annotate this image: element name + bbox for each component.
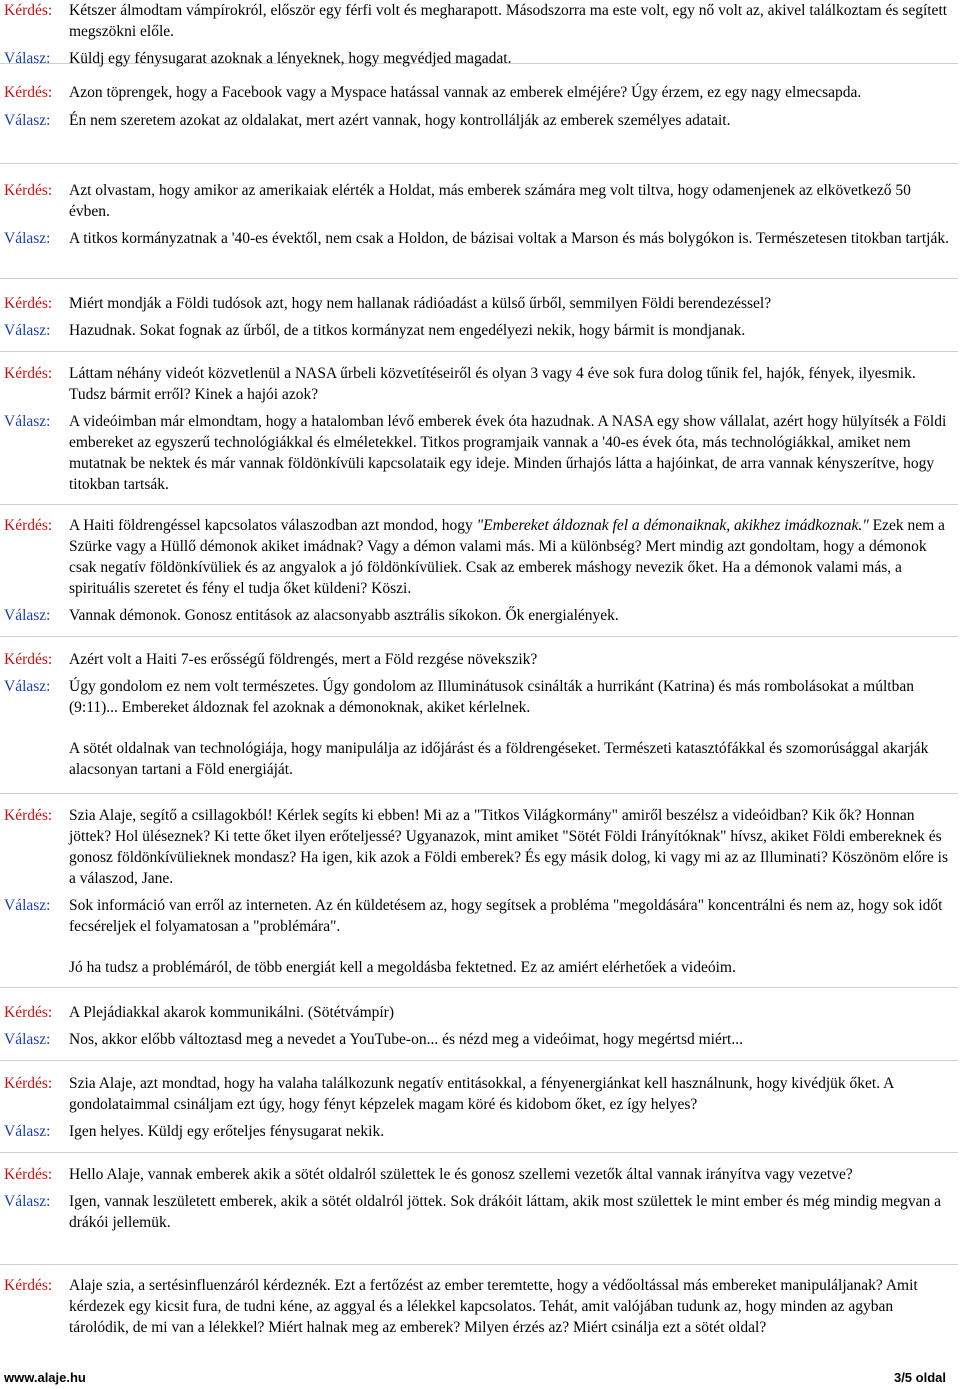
qa-block [0, 0, 958, 67]
question-label: Kérdés: [4, 2, 53, 19]
qa-block [0, 82, 958, 164]
qa-block [0, 1275, 958, 1363]
question-label: Kérdés: [4, 182, 53, 199]
answer-text: Küldj egy fénysugarat azoknak a lényeknek, hogy megvédjed magadat. [69, 50, 512, 67]
question-text: Azon töprengek, hogy a Facebook vagy a Myspace hatással vannak az emberek elméjére? Úgy érzem, ez egy nagy elmecsapda. [69, 84, 862, 101]
qa-block [0, 1002, 958, 1061]
answer-text: Hazudnak. Sokat fognak az űrből, de a titkos kormányzat nem engedélyezi nekik, hogy bármit is mondjanak. [69, 322, 746, 339]
answer-paragraph: Jó ha tudsz a problémáról, de több energiát kell a megoldásba fektetned. Ez az amiért elérhetőek a videóim. [69, 959, 736, 976]
question-entry [0, 1275, 958, 1338]
question-entry [0, 805, 958, 889]
question-text: Miért mondják a Földi tudósok azt, hogy nem hallanak rádióadást a külső űrből, semmilyen Földi berendezéssel? [69, 295, 772, 312]
answer-label: Válasz: [4, 678, 51, 695]
question-text-part: Ezek nem a Szürke vagy a Hüllő démonok akiket imádnak? Vagy a démon valami más. Mi a különbség? Mert mindig azt gondoltam, hogy a démonok csak negatív földönkívüliek és az angyalok a jó földönkívüliek. Csak az emberek máshogy nevezik őket. Ha a démonok valami más, a spirituális szeretet és fény el tudja őket küldeni? Köszi. [69, 517, 945, 597]
answer-label: Válasz: [4, 322, 51, 339]
question-entry [0, 649, 958, 670]
qa-block [0, 180, 958, 279]
answer-entry [0, 1121, 958, 1142]
qa-block [0, 293, 958, 352]
question-entry [0, 1073, 958, 1115]
answer-entry [0, 48, 958, 69]
answer-label: Válasz: [4, 1193, 51, 1210]
question-label: Kérdés: [4, 651, 53, 668]
answer-paragraph: A sötét oldalnak van technológiája, hogy manipulálja az időjárást és a földrengéseket. Természeti katasztófákkal és szomorúsággal akarják alacsonyan tartani a Föld energiáját. [69, 740, 929, 778]
question-text: Láttam néhány videót közvetlenül a NASA űrbeli közvetítéseiről és olyan 3 vagy 4 éve sok fura dolog tűnik fel, hajók, fények, ilyesmik. Tudsz bármit erről? Kinek a hajói azok? [69, 365, 916, 403]
question-text-part: A Haiti földrengéssel kapcsolatos válaszodban azt mondod, hogy [69, 517, 477, 534]
answer-label: Válasz: [4, 112, 51, 129]
qa-block [0, 363, 958, 505]
question-entry [0, 293, 958, 314]
question-label: Kérdés: [4, 365, 53, 382]
answer-label: Válasz: [4, 897, 51, 914]
qa-block [0, 1164, 958, 1265]
answer-entry [0, 676, 958, 718]
question-entry [0, 180, 958, 222]
question-text: Kétszer álmodtam vámpírokról, először egy férfi volt és megharapott. Másodszorra ma este volt, egy nő volt az, akivel találkoztam és segített megszökni előle. [69, 2, 948, 40]
question-text: A Plejádiakkal akarok kommunikálni. (Sötétvámpír) [69, 1004, 395, 1021]
answer-entry [0, 1029, 958, 1050]
question-entry [0, 0, 958, 42]
footer-page-number: 3/5 oldal [893, 1370, 946, 1385]
answer-label: Válasz: [4, 50, 51, 67]
answer-label: Válasz: [4, 1031, 51, 1048]
qa-block [0, 649, 958, 794]
answer-entry [0, 110, 958, 131]
answer-text: Sok információ van erről az interneten. Az én küldetésem az, hogy segítsek a probléma "megoldására" koncentrálni és nem az, hogy sok időt fecséreljek el folyamatosan a "problémára". [69, 897, 943, 935]
question-text: Szia Alaje, azt mondtad, hogy ha valaha találkozunk negatív entitásokkal, a fényenergiánkat kell használnunk, hogy kivédjük őket. A gondolataimmal csináljam ezt úgy, hogy fényt képzelek magam köré és kidobom őket, ez így helyes? [69, 1075, 894, 1113]
question-entry [0, 363, 958, 405]
question-entry [0, 515, 958, 599]
answer-entry [0, 320, 958, 341]
answer-entry [0, 228, 958, 249]
question-label: Kérdés: [4, 1277, 53, 1294]
answer-text: Nos, akkor előbb változtasd meg a nevedet a YouTube-on... és nézd meg a videóimat, hogy megértsd miért... [69, 1031, 743, 1048]
answer-entry [0, 605, 958, 626]
question-text: Alaje szia, a sertésinfluenzáról kérdeznék. Ezt a fertőzést az ember teremtette, hogy a védőoltással más embereket manipuláljanak? Amit kérdezek egy kicsit fura, de tudni kéne, az aggyal és a lélekkel kapcsolatos. Tehát, amit valójában tudunk az, hogy minden az agyban tárolódik, de mi van a lélekkel? Miért halnak meg az emberek? Milyen érzés az? Miért csinálja ezt a sötét oldal? [69, 1277, 918, 1336]
question-text: Hello Alaje, vannak emberek akik a sötét oldalról születtek le és gonosz szellemi vezetők által vannak irányítva vagy vezetve? [69, 1166, 853, 1183]
question-entry [0, 82, 958, 103]
question-entry [0, 1002, 958, 1023]
quoted-text: "Embereket áldoznak fel a démonaiknak, akikhez imádkoznak." [476, 517, 869, 534]
question-text: Azért volt a Haiti 7-es erősségű földrengés, mert a Föld rezgése növekszik? [69, 651, 538, 668]
answer-entry [0, 895, 958, 937]
answer-text: Én nem szeretem azokat az oldalakat, mert azért vannak, hogy kontrollálják az emberek személyes adatait. [69, 112, 731, 129]
answer-entry [0, 411, 958, 495]
question-entry [0, 1164, 958, 1185]
question-text: Szia Alaje, segítő a csillagokból! Kérlek segíts ki ebben! Mi az a "Titkos Világkormány" amiről beszélsz a videóidban? Kik ők? Honnan jöttek? Hol üléseznek? Ki tette őket ilyen erőteljessé? Ugyanazok, mint amiket "Sötét Földi Irányítóknak" hívsz, akiket Földi embereknek és gonosz földönkívülieknek mondasz? Ha igen, kik azok a Földi emberek? És egy másik dolog, ki vagy mi az az Illuminati? Köszönöm előre is a válaszod, Jane. [69, 807, 948, 887]
question-label: Kérdés: [4, 1004, 53, 1021]
question-label: Kérdés: [4, 84, 53, 101]
question-label: Kérdés: [4, 517, 53, 534]
answer-entry [0, 1191, 958, 1233]
answer-label: Válasz: [4, 607, 51, 624]
question-label: Kérdés: [4, 807, 53, 824]
answer-text: Igen, vannak leszületett emberek, akik a sötét oldalról jöttek. Sok drákóit láttam, akik most születtek le mint ember és még mindig megvan a drákói jellemük. [69, 1193, 942, 1231]
question-label: Kérdés: [4, 1166, 53, 1183]
answer-text: A titkos kormányzatnak a '40-es évektől, nem csak a Holdon, de bázisai voltak a Marson és más bolygókon is. Természetesen titokban tartják. [69, 230, 949, 247]
qa-block [0, 805, 958, 988]
answer-text: Úgy gondolom ez nem volt természetes. Úgy gondolom az Illuminátusok csinálták a hurrikánt (Katrina) és más rombolásokat a múltban (9:11)... Embereket áldoznak fel azoknak a démonoknak, akiket kérlelnek. [69, 678, 914, 716]
answer-label: Válasz: [4, 413, 51, 430]
question-label: Kérdés: [4, 1075, 53, 1092]
answer-text: Igen helyes. Küldj egy erőteljes fénysugarat nekik. [69, 1123, 385, 1140]
answer-label: Válasz: [4, 230, 51, 247]
question-text [69, 515, 950, 599]
answer-label: Válasz: [4, 1123, 51, 1140]
question-label: Kérdés: [4, 295, 53, 312]
footer-site: www.alaje.hu [4, 1370, 86, 1385]
answer-text: Vannak démonok. Gonosz entitások az alacsonyabb asztrális síkokon. Ők energialények. [69, 607, 619, 624]
qa-block [0, 515, 958, 637]
question-text: Azt olvastam, hogy amikor az amerikaiak elérték a Holdat, más emberek számára meg volt tiltva, hogy odamenjenek az elkövetkező 50 évben. [69, 182, 911, 220]
answer-text: A videóimban már elmondtam, hogy a hatalomban lévő emberek évek óta hazudnak. A NASA egy show vállalat, azért hogy hülyítsék a Földi embereket az egyszerű technológiákkal és elméletekkel. Titkos programjaik vannak a '40-es évek óta, más technológiákkal, amiket nem mutatnak be nektek és már vannak földönkívüli kapcsolataik egy ideje. Minden űrhajós látta a hajóinkat, de arra vannak kényszerítve, hogy titokban tartsák. [69, 413, 947, 493]
qa-block [0, 1073, 958, 1153]
